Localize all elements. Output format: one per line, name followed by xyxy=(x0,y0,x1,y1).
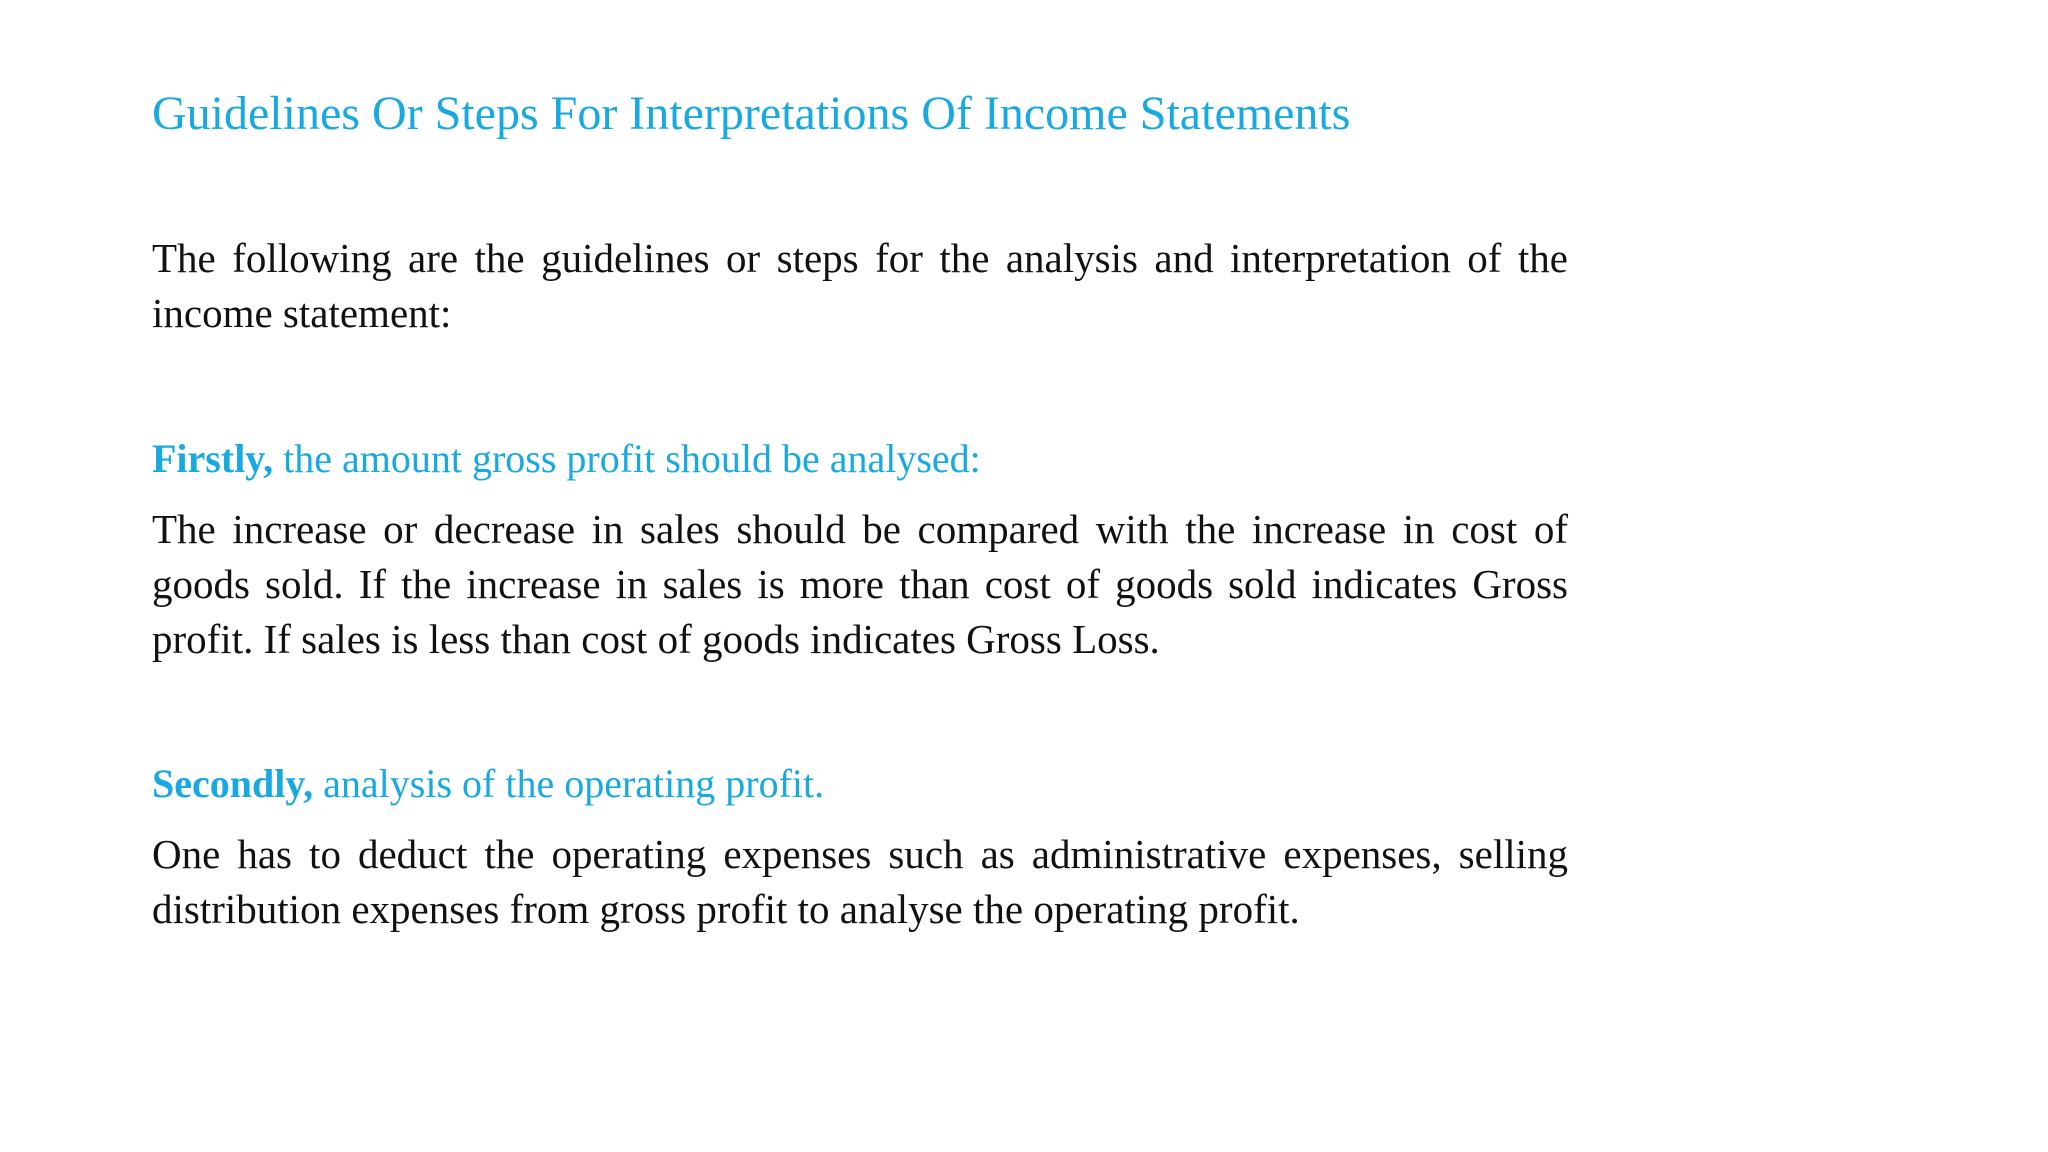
slide-title: Guidelines Or Steps For Interpretations Of Income Statements xyxy=(152,87,1351,140)
section-body-firstly: The increase or decrease in sales should be compared with the increase in cost of goods sold. If the increase in sales is more than cost of goods sold indicates Gross profit. If sales is less than cost of goods indicates Gross Loss. xyxy=(152,506,1568,662)
intro-paragraph: The following are the guidelines or steps for the analysis and interpretation of the income statement: xyxy=(152,235,1568,336)
section-heading-text-firstly: the amount gross profit should be analysed: xyxy=(273,436,981,481)
section-heading-secondly xyxy=(152,757,824,811)
section-heading-text-secondly: analysis of the operating profit. xyxy=(313,761,825,806)
section-lead-secondly: Secondly, xyxy=(152,761,314,806)
section-lead-firstly: Firstly, xyxy=(152,436,274,481)
section-heading-firstly xyxy=(152,432,981,486)
section-body-secondly: One has to deduct the operating expenses such as administrative expenses, selling distribution expenses from gross profit to analyse the operating profit. xyxy=(152,831,1568,932)
